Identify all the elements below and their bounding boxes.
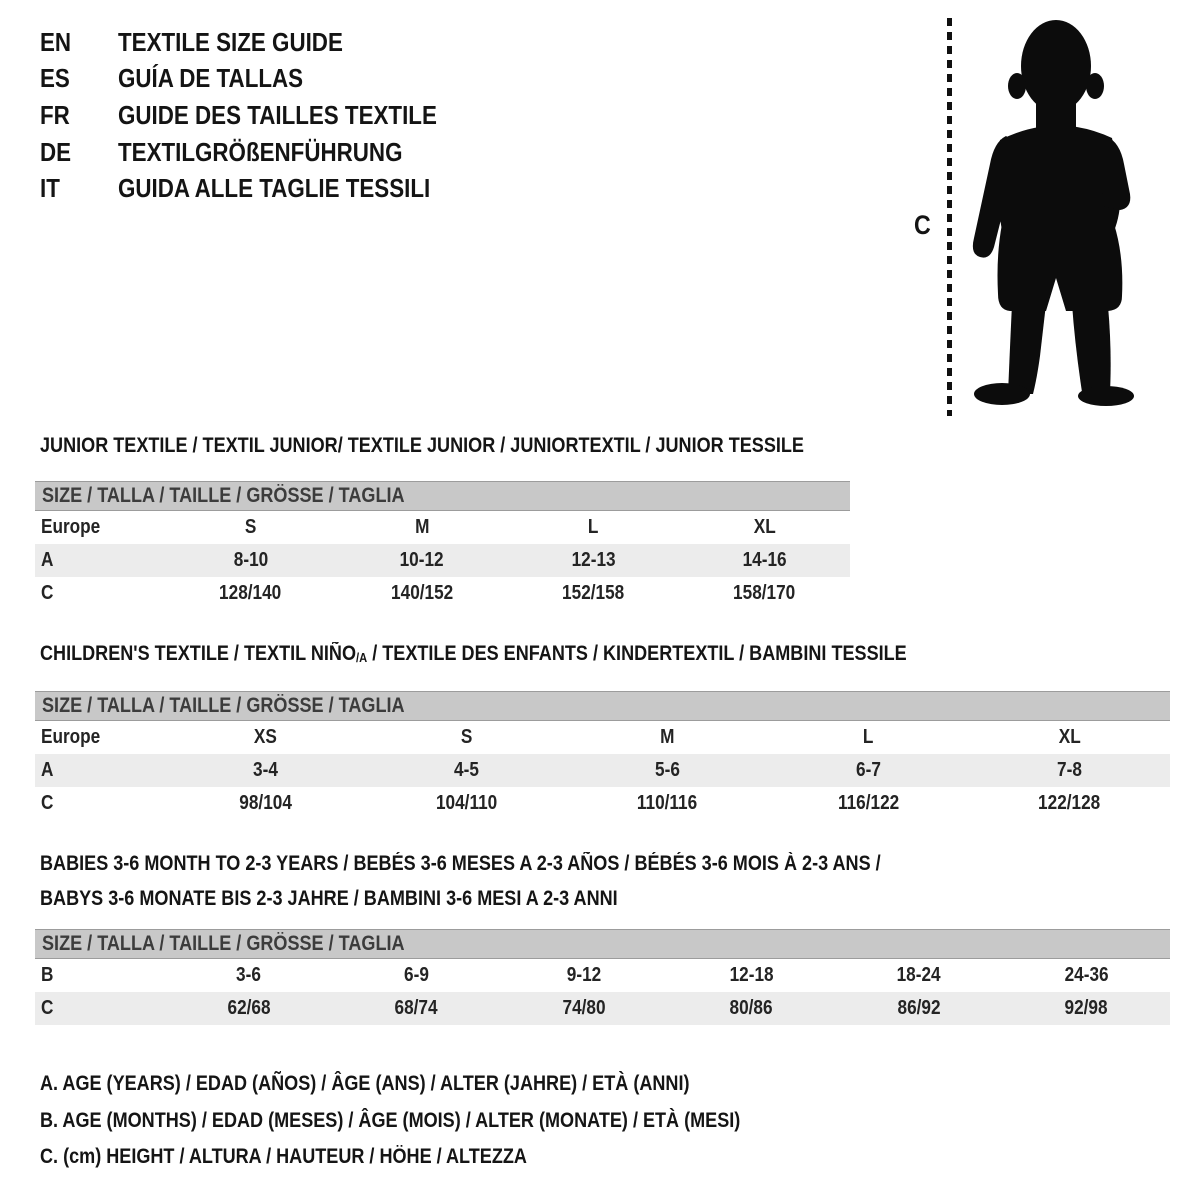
size-cell: 122/128 xyxy=(1038,792,1101,814)
size-cell: M xyxy=(660,726,675,748)
size-cell: 3-4 xyxy=(253,759,278,781)
row-label: C xyxy=(41,582,54,604)
size-cell: 92/98 xyxy=(1064,997,1108,1019)
size-cell: L xyxy=(863,726,874,748)
lang-row-it xyxy=(40,170,489,207)
row-label: B xyxy=(41,964,54,986)
children-section-heading: CHILDREN'S TEXTILE / TEXTIL NIÑO/A / TEXTILE DES ENFANTS / KINDERTEXTIL / BAMBINI TESSILE xyxy=(40,642,907,665)
size-cell: S xyxy=(460,726,473,748)
size-cell: 7-8 xyxy=(1057,759,1082,781)
size-cell: S xyxy=(244,516,257,538)
height-measure-dashed-line xyxy=(947,18,952,416)
children-size-header-band: SIZE / TALLA / TAILLE / GRÖSSE / TAGLIA xyxy=(35,691,1170,721)
lang-code: EN xyxy=(40,26,72,57)
toddler-silhouette-image xyxy=(960,16,1145,416)
size-cell: 6-7 xyxy=(856,759,881,781)
lang-code: FR xyxy=(40,99,70,130)
size-cell: 74/80 xyxy=(562,997,606,1019)
nino-a-subscript: /A xyxy=(356,650,368,665)
size-cell: 3-6 xyxy=(236,964,262,986)
babies-row-height xyxy=(35,992,1170,1025)
size-cell: M xyxy=(414,516,430,538)
size-cell: 80/86 xyxy=(729,997,773,1019)
lang-row-en xyxy=(40,24,489,61)
size-cell: XL xyxy=(753,516,776,538)
size-cell: 152/158 xyxy=(562,582,625,604)
children-size-table xyxy=(35,691,1170,820)
size-cell: 104/110 xyxy=(435,792,498,814)
lang-row-de xyxy=(40,134,489,171)
lang-row-es xyxy=(40,61,489,98)
size-cell: 110/116 xyxy=(637,792,698,814)
size-cell: 12-18 xyxy=(729,964,774,986)
lang-code: DE xyxy=(40,136,72,167)
language-title-list xyxy=(40,24,489,207)
legend-line-b: B. AGE (MONTHS) / EDAD (MESES) / ÂGE (MOIS) / ALTER (MONATE) / ETÀ (MESI) xyxy=(40,1108,741,1132)
legend-line-a: A. AGE (YEARS) / EDAD (AÑOS) / ÂGE (ANS) / ALTER (JAHRE) / ETÀ (ANNI) xyxy=(40,1072,690,1096)
lang-row-fr xyxy=(40,97,489,134)
size-cell: 9-12 xyxy=(566,964,601,986)
row-label: Europe xyxy=(41,516,101,538)
size-cell: 140/152 xyxy=(390,582,453,604)
size-cell: 10-12 xyxy=(399,549,444,571)
babies-row-age-months xyxy=(35,959,1170,992)
size-cell: 158/170 xyxy=(733,582,796,604)
measurement-legend xyxy=(40,1066,854,1176)
size-cell: 116/122 xyxy=(837,792,900,814)
children-row-age xyxy=(35,754,1170,787)
row-label: A xyxy=(41,549,54,571)
row-label: A xyxy=(41,759,54,781)
size-cell: 18-24 xyxy=(896,964,941,986)
row-label: C xyxy=(41,792,54,814)
junior-row-europe xyxy=(35,511,850,544)
size-cell: 128/140 xyxy=(219,582,282,604)
row-label: C xyxy=(41,997,54,1019)
legend-line-c: C. (cm) HEIGHT / ALTURA / HAUTEUR / HÖHE / ALTEZZA xyxy=(40,1145,527,1169)
junior-section-heading: JUNIOR TEXTILE / TEXTIL JUNIOR/ TEXTILE JUNIOR / JUNIORTEXTIL / JUNIOR TESSILE xyxy=(40,434,804,457)
babies-size-table xyxy=(35,929,1170,1025)
size-cell: 5-6 xyxy=(655,759,680,781)
size-cell: 12-13 xyxy=(571,549,616,571)
lang-code: IT xyxy=(40,173,60,204)
lang-code: ES xyxy=(40,63,70,94)
junior-size-header-band: SIZE / TALLA / TAILLE / GRÖSSE / TAGLIA xyxy=(35,481,850,511)
size-cell: 4-5 xyxy=(454,759,479,781)
size-cell: L xyxy=(587,516,599,538)
size-cell: 24-36 xyxy=(1064,964,1109,986)
babies-size-header-band: SIZE / TALLA / TAILLE / GRÖSSE / TAGLIA xyxy=(35,929,1170,959)
size-cell: 68/74 xyxy=(394,997,438,1019)
size-cell: 6-9 xyxy=(403,964,429,986)
size-cell: 86/92 xyxy=(897,997,941,1019)
guide-title-en: TEXTILE SIZE GUIDE xyxy=(118,26,343,57)
junior-row-height xyxy=(35,577,850,610)
junior-row-age xyxy=(35,544,850,577)
height-measure-label: C xyxy=(914,210,931,240)
guide-title-de: TEXTILGRÖßENFÜHRUNG xyxy=(118,136,403,167)
row-label: Europe xyxy=(41,726,101,748)
size-cell: 8-10 xyxy=(233,549,268,571)
size-cell: XL xyxy=(1058,726,1081,748)
size-cell: 14-16 xyxy=(742,549,787,571)
size-cell: 62/68 xyxy=(227,997,271,1019)
guide-title-fr: GUIDE DES TAILLES TEXTILE xyxy=(118,99,437,130)
size-cell: 98/104 xyxy=(239,792,292,814)
junior-size-table xyxy=(35,481,850,610)
children-row-height xyxy=(35,787,1170,820)
guide-title-es: GUÍA DE TALLAS xyxy=(118,63,304,94)
children-row-europe xyxy=(35,721,1170,754)
babies-section-heading: BABIES 3-6 MONTH TO 2-3 YEARS / BEBÉS 3-6 MESES A 2-3 AÑOS / BÉBÉS 3-6 MOIS À 2-3 ANS / BABYS 3-6 MONATE BIS 2-3 JAHRE / BAMBINI 3-6 MESI A 2-3 ANNI xyxy=(40,852,881,910)
guide-title-it: GUIDA ALLE TAGLIE TESSILI xyxy=(118,173,431,204)
size-cell: XS xyxy=(254,726,277,748)
